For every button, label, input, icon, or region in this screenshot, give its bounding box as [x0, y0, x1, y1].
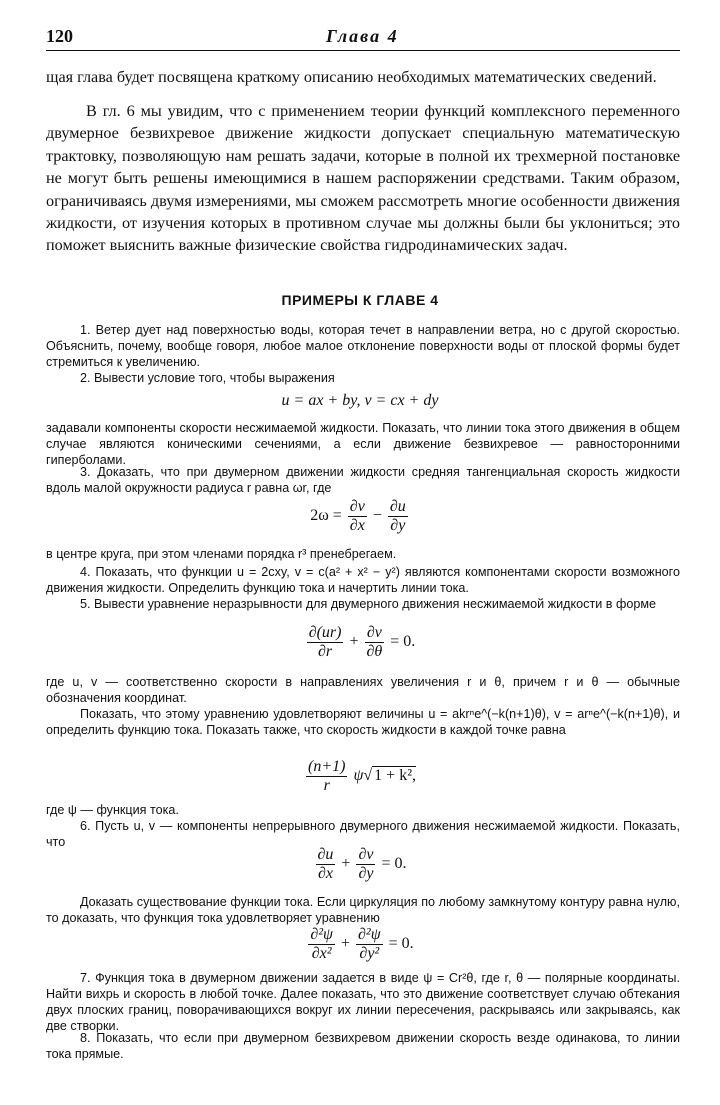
fraction: $\frac{\partial u}{\partial x}$ — [317, 846, 334, 882]
example-3-text: в центре круга, при этом членами порядка r³ пренебрегаем. — [46, 547, 397, 561]
formula-lhs: 2ω = — [310, 507, 342, 525]
example-6-text: Доказать существование функции тока. Если циркуляция по любому замкнутому контуру равна нулю, то доказать, что функция тока удовлетворяет уравнению — [46, 895, 680, 925]
running-title: Глава 4 — [326, 26, 399, 46]
sqrt-body: 1 + k², — [374, 767, 416, 785]
example-2-intro: 2. Вывести условие того, чтобы выражения — [80, 371, 335, 385]
intro-paragraph-2: В гл. 6 мы увидим, что с применением теории функций комплексного переменного двумерное безвихревое движение жидкости допускает специальную математическую трактовку, позволяющую нам решать задачи, которые в полной их трехмерной постановке не могут быть решены имеющимися в нашем распоряжении средствами. Таким образом, ограничиваясь двумя измерениями, мы сможем рассмотреть многие особенности движения жидкости, от изучения которых в противном случае мы должны были бы уклониться; это поможет выяснить важные физические свойства гидродинамических задач. — [46, 102, 680, 255]
page-number: 120 — [46, 26, 73, 46]
intro-paragraph-1: щая глава будет посвящена краткому описанию необходимых математических сведений. — [46, 68, 657, 86]
fraction: $\frac{\text{∂²ψ}}{\text{∂y²}}$ — [358, 926, 381, 962]
example-6-intro: 6. Пусть u, v — компоненты непрерывного двумерного движения несжимаемой жидкости. Показать, что — [46, 819, 680, 849]
sqrt-sign: √ — [363, 767, 373, 785]
example-5-intro: 5. Вывести уравнение неразрывности для двумерного движения несжимаемой жидкости в форме — [80, 597, 657, 611]
fraction: $\frac{\partial(ur)}{\partial r}$ — [308, 624, 342, 660]
example-3-formula: 2ω = $\frac{\partial v}{\partial x}$ − $\frac{\partial u}{\partial y}$ — [310, 498, 406, 534]
example-6-laplace: $\frac{\text{∂²ψ}}{\text{∂x²}}$ + $\frac{\text{∂²ψ}}{\text{∂y²}}$ = 0. — [310, 926, 414, 962]
example-2-text: задавали компоненты скорости несжимаемой жидкости. Показать, что линии тока этого движения в общем случае являются коническими сечениями, а если движение безвихревое — равносторонними гиперболами. — [46, 421, 680, 467]
example-4: 4. Показать, что функции u = 2cxy, v = c(a² + x² − y²) являются компонентами скорости возможного движения жидкости. Определить функцию тока и начертить линии тока. — [46, 565, 680, 595]
example-5-formula: $\frac{\partial(ur)}{\partial r}$ + $\frac{\partial v}{\partial\theta}$ = 0. — [308, 624, 416, 660]
example-6-formula: $\frac{\partial u}{\partial x}$ + $\frac{\partial v}{\partial y}$ = 0. — [317, 846, 407, 882]
example-5-speed-formula: $\frac{(n+1)}{r}$ ψ√ 1 + k², — [308, 758, 416, 794]
section-title: ПРИМЕРЫ К ГЛАВЕ 4 — [281, 292, 439, 308]
header-rule — [46, 50, 680, 51]
example-1: 1. Ветер дует над поверхностью воды, которая течет в направлении ветра, но с другой скоростью. Объяснить, почему, вообще говоря, любое малое отклонение поверхности воды от плоской формы будет стремиться к увеличению. — [46, 323, 680, 369]
example-8: 8. Показать, что если при двумерном безвихревом движении скорость везде одинакова, то линии тока прямые. — [46, 1031, 680, 1061]
fraction: $\frac{\partial v}{\partial x}$ — [349, 498, 365, 534]
example-5-psi: где ψ — функция тока. — [46, 803, 179, 817]
example-5-text: где u, v — соответственно скорости в направлениях увеличения r и θ, причем r и θ — обычные обозначения координат. — [46, 675, 680, 705]
example-2-formula: u = ax + by, v = cx + dy — [281, 392, 439, 409]
fraction: $\frac{\text{∂²ψ}}{\text{∂x²}}$ — [310, 926, 333, 962]
fraction: $\frac{\partial v}{\partial\theta}$ — [366, 624, 383, 660]
example-5-show: Показать, что этому уравнению удовлетворяют величины u = akrⁿe^(−k(n+1)θ), v = arⁿe^(−k(n+1)θ), и определить функцию тока. Показать также, что скорость жидкости в каждой точке равна — [46, 707, 680, 737]
page-header — [46, 26, 680, 48]
fraction: $\frac{\partial v}{\partial y}$ — [358, 846, 374, 882]
example-7: 7. Функция тока в двумерном движении задается в виде ψ = Cr²θ, где r, θ — полярные координаты. Найти вихрь и скорость в любой точке. Далее показать, что это движение соответствует случаю обтекания двух плоских границ, поворачивающихся вокруг их линии пересечения, раскрываясь или закрываясь, как две створки. — [46, 971, 680, 1033]
example-3-intro: 3. Доказать, что при двумерном движении жидкости средняя тангенциальная скорость жидкости вдоль малой окружности радиуса r равна ωr, где — [46, 465, 680, 495]
fraction: $\frac{(n+1)}{r}$ — [308, 758, 346, 794]
fraction: $\frac{\partial u}{\partial y}$ — [389, 498, 406, 534]
